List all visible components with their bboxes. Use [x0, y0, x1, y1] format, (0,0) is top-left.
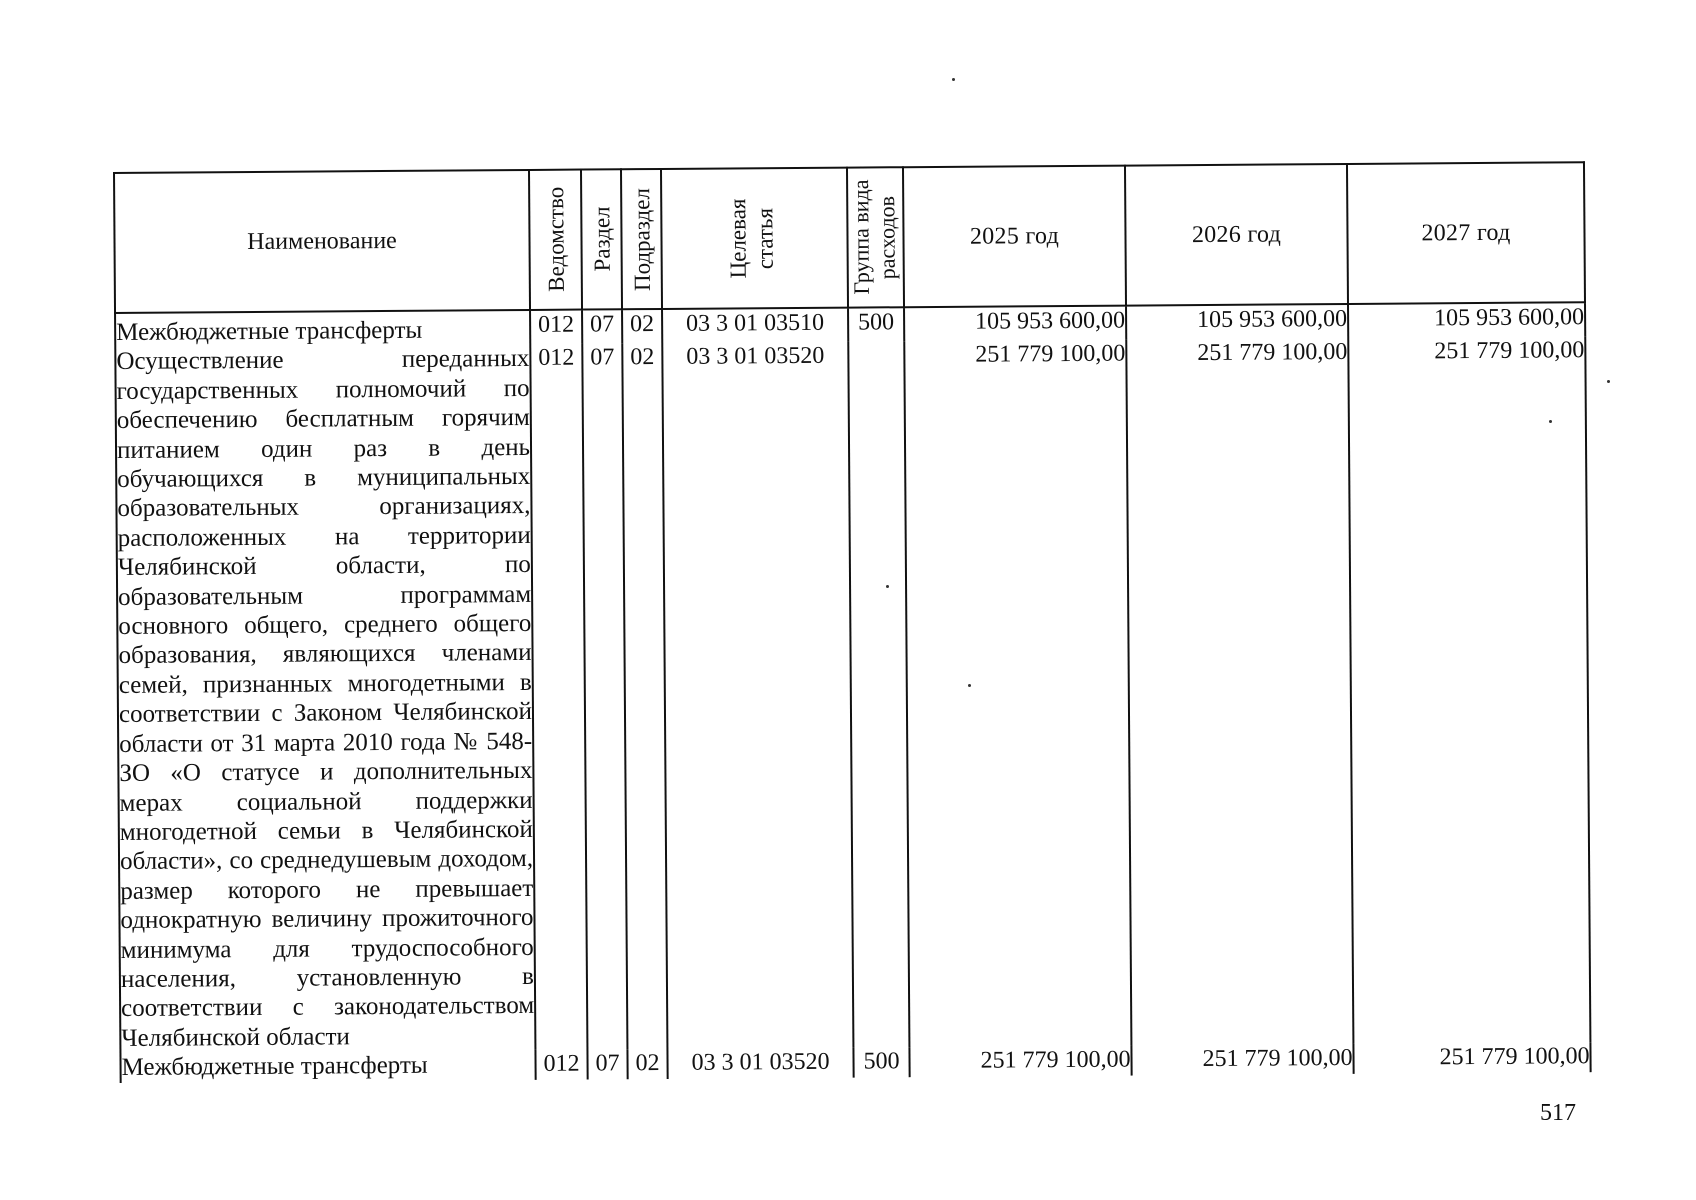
- row-celevaya: 03 3 01 03520: [667, 1048, 853, 1079]
- header-podrazdel: Подраздел: [621, 169, 662, 309]
- budget-table-sheet: [113, 161, 1590, 1107]
- scan-speck: [952, 78, 955, 81]
- row-name: Межбюджетные трансферты: [115, 310, 530, 347]
- row-sum-2026: 251 779 100,00: [1131, 1044, 1353, 1075]
- row-sum-2026: 105 953 600,00: [1126, 304, 1348, 340]
- page-number: 517: [1540, 1100, 1576, 1126]
- header-razdel: Раздел: [581, 169, 622, 309]
- row-name: Межбюджетные трансферты: [120, 1050, 535, 1082]
- header-gruppa: Группа вида расходов: [847, 167, 904, 307]
- row-vedomstvo: 012: [530, 344, 587, 1050]
- scan-speck: [1549, 420, 1552, 423]
- row-gruppa: 500: [848, 307, 904, 342]
- budget-table: [113, 161, 1592, 1082]
- row-razdel: 07: [587, 1049, 627, 1079]
- header-celevaya: Целевая статья: [661, 168, 848, 309]
- row-sum-2025: 251 779 100,00: [909, 1046, 1131, 1077]
- row-razdel: 07: [582, 309, 622, 344]
- row-celevaya: 03 3 01 03510: [662, 308, 848, 344]
- row-sum-2026: 251 779 100,00: [1126, 338, 1353, 1045]
- row-gruppa: [848, 342, 909, 1048]
- table-header-row: [114, 162, 1585, 313]
- header-2025: 2025 год: [903, 166, 1126, 308]
- row-celevaya: 03 3 01 03520: [662, 342, 853, 1049]
- row-sum-2027: 251 779 100,00: [1353, 1042, 1590, 1073]
- header-2027: 2027 год: [1347, 162, 1585, 304]
- scan-speck: [1607, 380, 1610, 383]
- row-vedomstvo: 012: [535, 1050, 587, 1080]
- row-podrazdel: 02: [627, 1049, 667, 1079]
- header-2026: 2026 год: [1125, 164, 1348, 306]
- scan-speck: [886, 585, 889, 588]
- row-vedomstvo: 012: [530, 310, 582, 345]
- row-podrazdel: 02: [622, 343, 667, 1049]
- header-name: Наименование: [114, 170, 530, 313]
- row-name: Осуществление переданных государственных полномочий по обеспечению бесплатным горячим питанием один раз в день обучающихся в муниципальных образовательных организациях, расположенных на территории Челябинской области, по образовательным программам основного общего, среднего общего образования, являющихся членами семей, признанных многодетными в соответствии с Законом Челябинской области от 31 марта 2010 года № 548-ЗО «О статусе и дополнительных мерах социальной поддержки многодетной семьи в Челябинской области», со среднедушевым доходом, размер которого не превышает однократную величину прожиточного минимума для трудоспособного населения, установленную в соответствии с законодательством Челябинской области: [116, 345, 535, 1052]
- header-vedomstvo: Ведомство: [529, 170, 582, 310]
- row-razdel: 07: [582, 344, 627, 1050]
- table-row: [115, 337, 1590, 1054]
- row-sum-2027: 105 953 600,00: [1348, 302, 1585, 338]
- scan-speck: [968, 684, 971, 687]
- row-sum-2025: 105 953 600,00: [904, 306, 1126, 342]
- row-sum-2027: 251 779 100,00: [1348, 337, 1590, 1044]
- row-podrazdel: 02: [622, 309, 662, 344]
- row-gruppa: 500: [853, 1047, 909, 1077]
- row-sum-2025: 251 779 100,00: [904, 340, 1131, 1047]
